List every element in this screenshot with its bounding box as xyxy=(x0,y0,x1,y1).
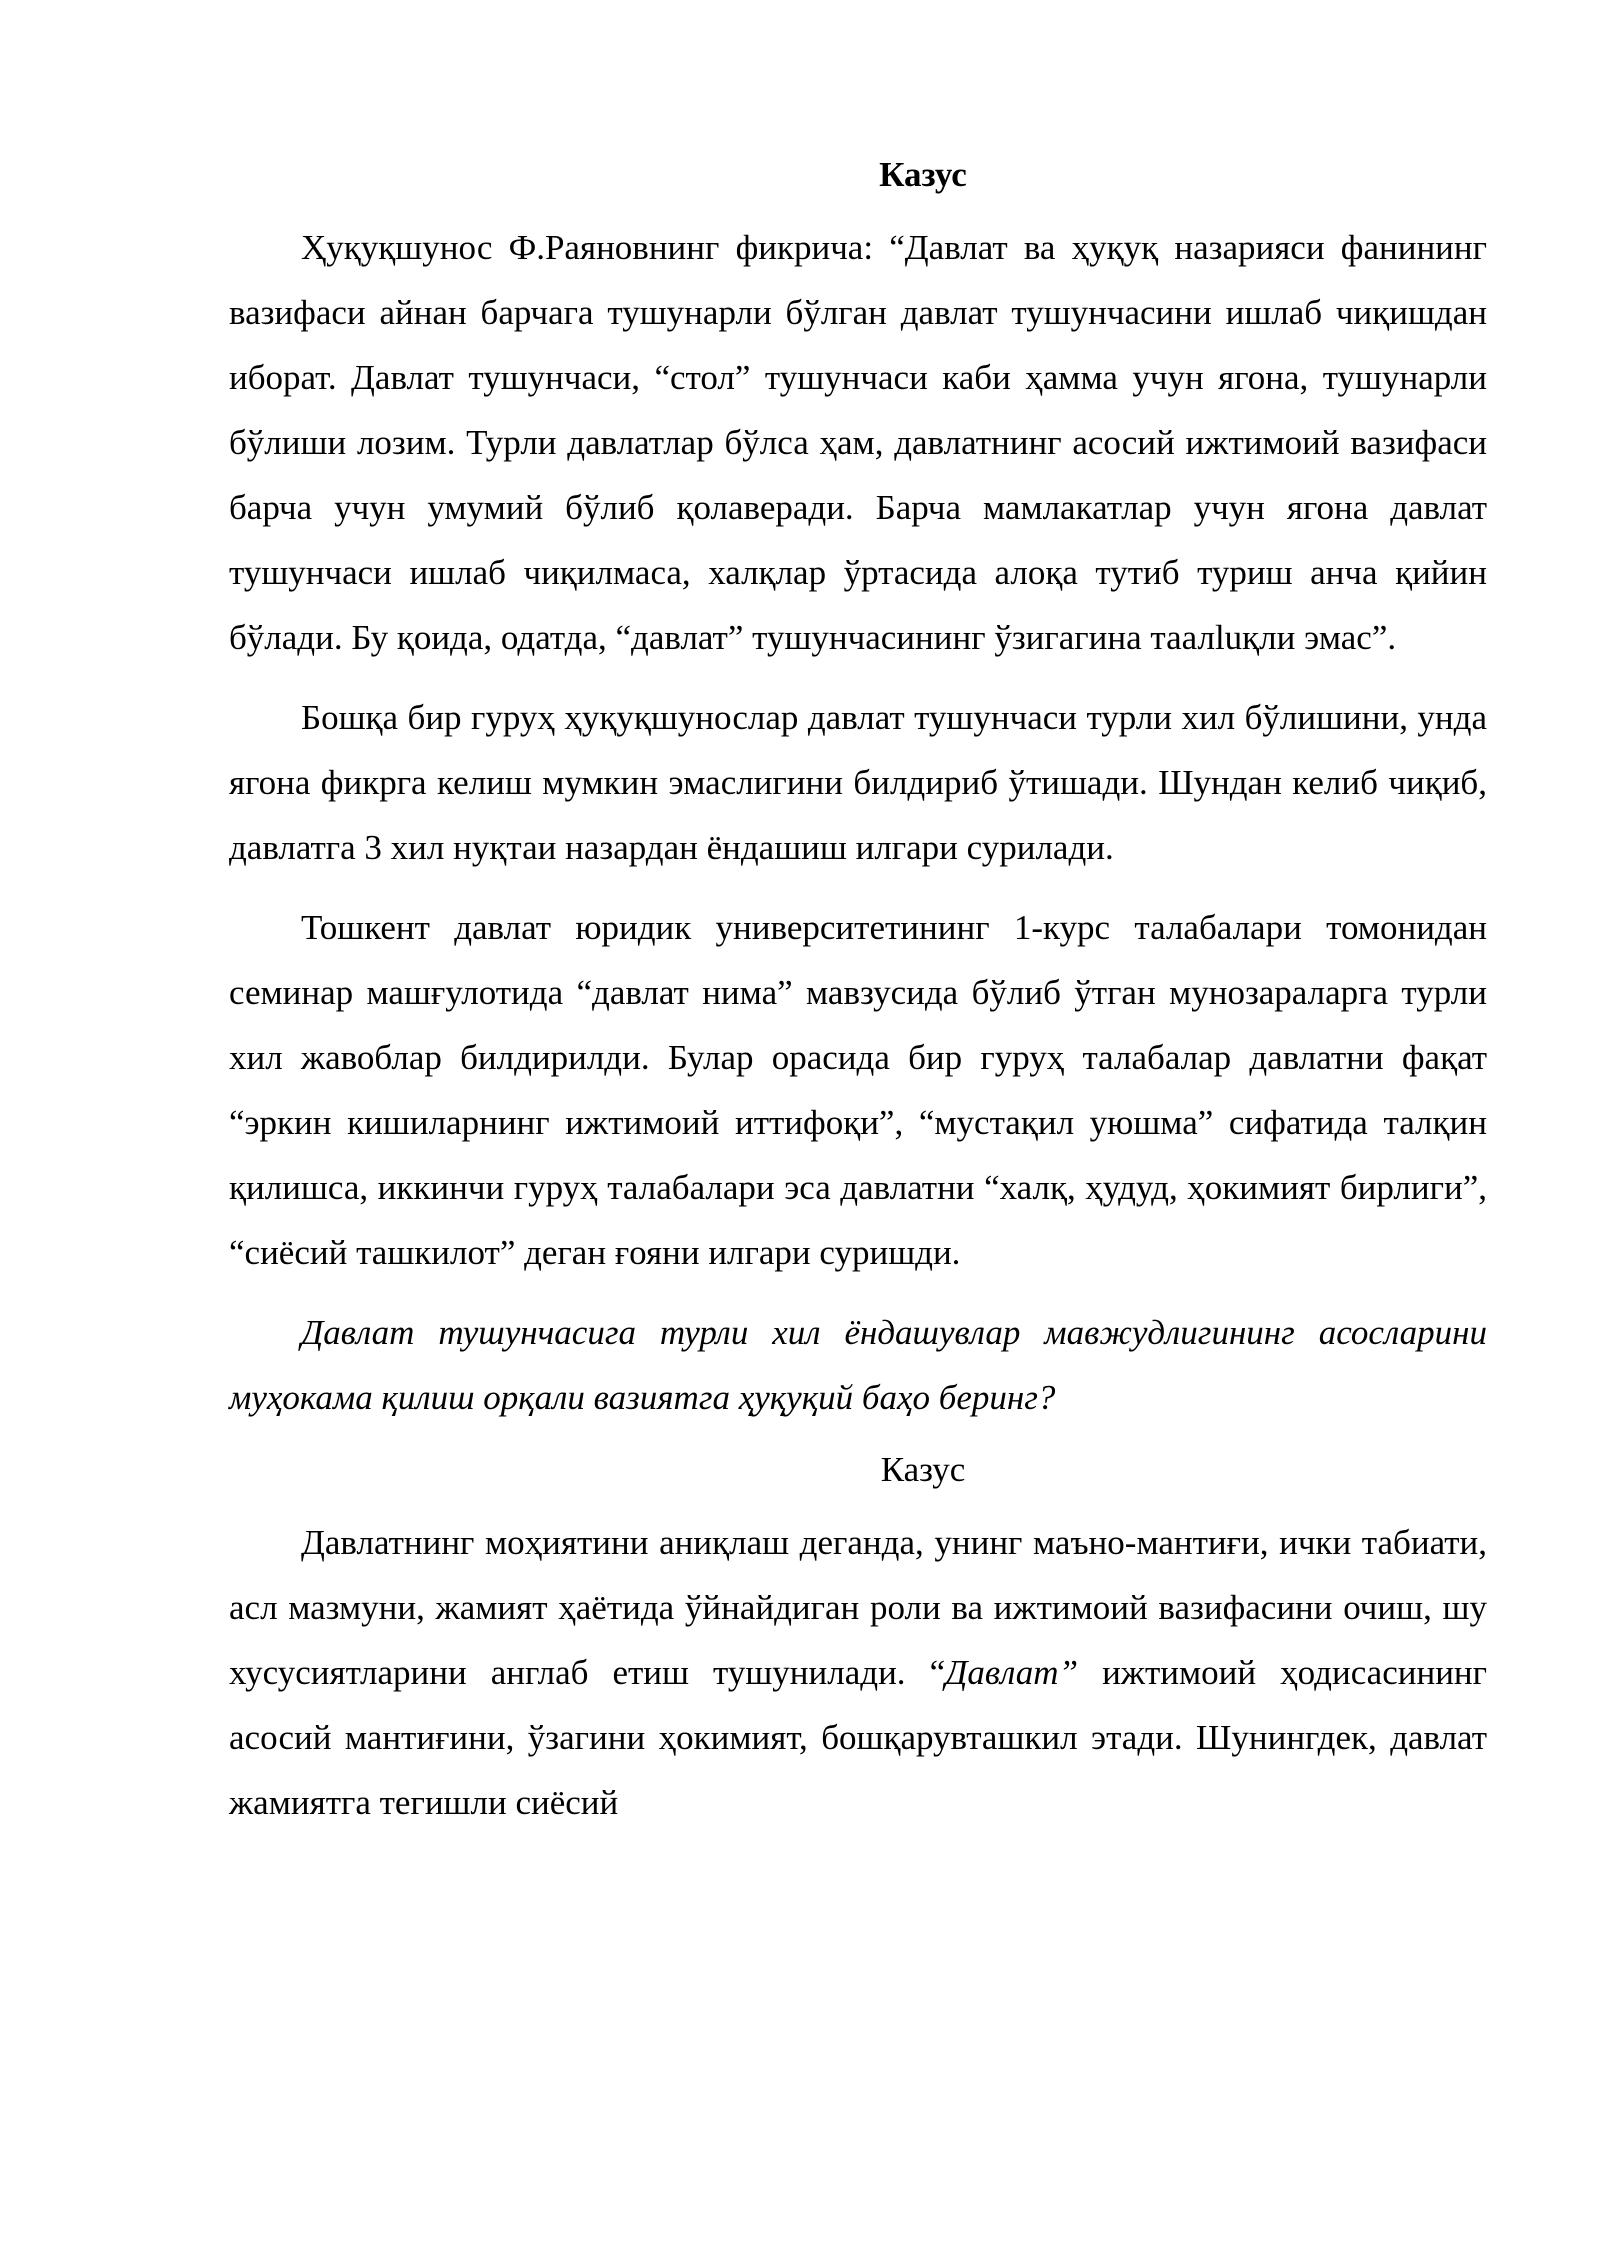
document-content xyxy=(229,150,1487,1850)
paragraph: Бошқа бир гуруҳ ҳуқуқшунослар давлат тушунчаси турли хил бўлишини, унда ягона фикрга келиш мумкин эмаслигини билдириб ўтишади. Шундан келиб чиқиб, давлатга 3 хил нуқтаи назардан ёндашиш илгари сурилади. xyxy=(229,698,1487,867)
italic-term: Давлат” xyxy=(945,1653,1079,1692)
question-paragraph: Давлат тушунчасига турли хил ёндашувлар мавжудлигининг асосларини муҳокама қилиш орқали вазиятга ҳуқуқий баҳо беринг? xyxy=(229,1313,1487,1417)
section-title: Казус xyxy=(880,1450,966,1489)
paragraph: Ҳуқуқшунос Ф.Раяновнинг фикрича: “Давлат ва ҳуқуқ назарияси фанининг вазифаси айнан барчага тушунарли бўлган давлат тушунчасини ишлаб чиқишдан иборат. Давлат тушунчаси, “стол” тушунчаси каби ҳамма учун ягона, тушунарли бўлиши лозим. Турли давлатлар бўлса ҳам, давлатнинг асосий ижтимоий вазифаси барча учун умумий бўлиб қолаверади. Барча мамлакатлар учун ягона давлат тушунчаси ишлаб чиқилмаса, халқлар ўртасида алоқа тутиб туриш анча қийин бўлади. Бу қоида, одатда, “давлат” тушунчасининг ўзигагина таалluқли эмас”. xyxy=(229,228,1487,657)
paragraph: Тошкент давлат юридик университетининг 1-курс талабалари томонидан семинар машғулотида “давлат нима” мавзусида бўлиб ўтган мунозараларга турли хил жавоблар билдирилди. Булар орасида бир гуруҳ талабалар давлатни фақат “эркин кишиларнинг ижтимоий иттифоқи”, “мустақил уюшма” сифатида талқин қилишса, иккинчи гуруҳ талабалари эса давлатни “халқ, ҳудуд, ҳокимият бирлиги”, “сиёсий ташкилот” деган ғояни илгари суришди. xyxy=(229,908,1487,1272)
paragraph-text-end: ижтимоий ҳодисасининг асосий мантиғини, ўзагини ҳокимият, бошқарувташкил этади. Шунингдек, давлат жамиятга тегишли сиёсий xyxy=(229,1653,1488,1822)
paragraph xyxy=(229,1510,1487,1835)
page-title: Казус xyxy=(879,155,967,194)
paragraph-text-start: Давлатнинг моҳиятини аниқлаш деганда, унинг маъно-мантиғи, ички табиати, асл мазмуни, жамият ҳаётида ўйнайдиган роли ва ижтимоий вазифасини очиш, шу хусусиятларини англаб етиш тушунилади. “ xyxy=(229,1523,1487,1692)
